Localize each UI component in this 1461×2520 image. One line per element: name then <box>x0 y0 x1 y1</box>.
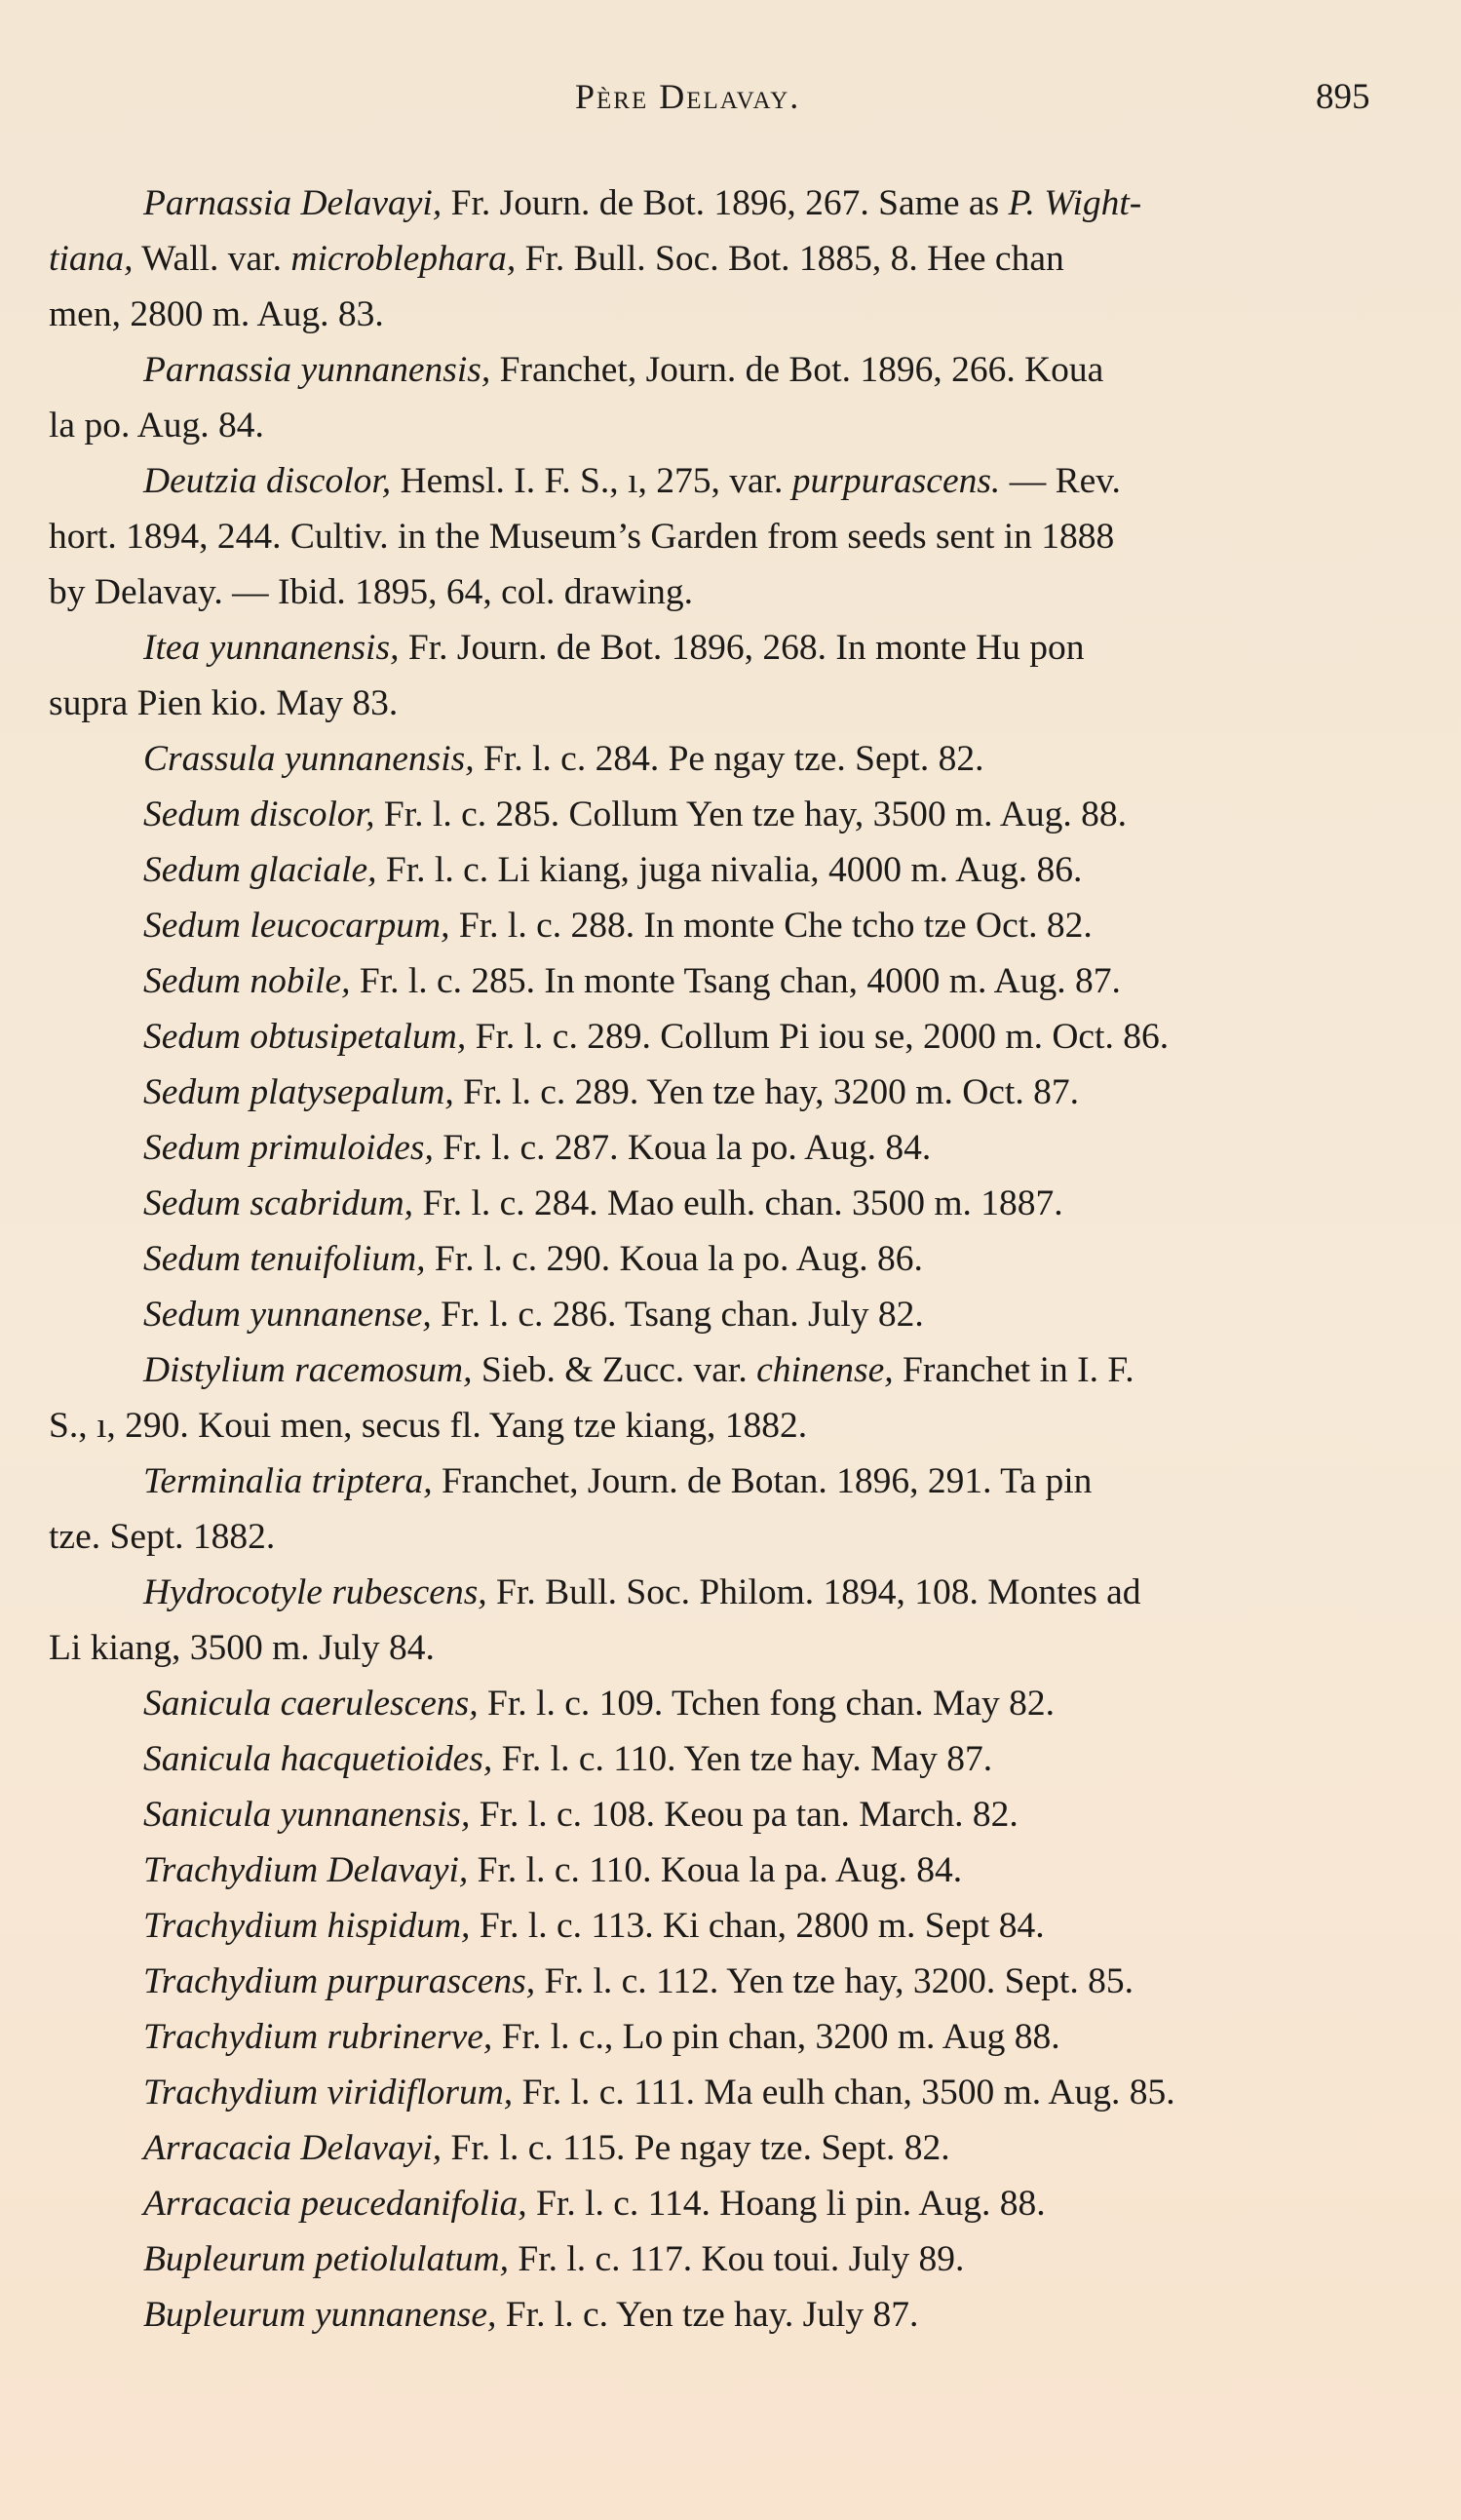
taxon-name: Terminalia triptera, <box>143 1461 433 1501</box>
taxon-name: Bupleurum petiolulatum, <box>143 2239 509 2279</box>
taxon-name: Bupleurum yunnanense, <box>143 2295 497 2335</box>
citation-text: Fr. Journ. de Bot. 1896, 268. In monte Hu pon <box>399 628 1085 668</box>
taxon-name: Sedum scabridum, <box>143 1183 414 1223</box>
running-head <box>0 76 1461 131</box>
citation-text: Fr. Journ. de Bot. 1896, 267. Same as <box>442 183 1009 223</box>
entry-first-line <box>49 2176 1389 2231</box>
citation-text: Fr. l. c. 108. Keou pa tan. March. 82. <box>470 1795 1019 1835</box>
entry-continuation-line <box>49 1398 1389 1454</box>
entry-first-line <box>49 453 1389 509</box>
citation-text: Fr. l. c. 287. Koua la po. Aug. 84. <box>433 1128 932 1168</box>
citation-text: Franchet, Journ. de Botan. 1896, 291. Ta pin <box>432 1461 1093 1501</box>
entry-first-line <box>49 787 1389 842</box>
citation-text: Fr. l. c. 109. Tchen fong chan. May 82. <box>478 1684 1056 1724</box>
species-entry <box>49 2009 1389 2065</box>
entry-continuation-line <box>49 676 1389 731</box>
citation-text: Fr. Bull. Soc. Bot. 1885, 8. Hee chan <box>516 239 1064 279</box>
entry-first-line <box>49 1731 1389 1787</box>
citation-text: tze. Sept. 1882. <box>49 1517 276 1557</box>
taxon-name: Sedum leucocarpum, <box>143 906 450 946</box>
species-entry <box>49 1176 1389 1231</box>
species-entry <box>49 2176 1389 2231</box>
species-entry <box>49 1731 1389 1787</box>
entry-first-line <box>49 731 1389 787</box>
citation-text: Wall. var. <box>133 239 291 279</box>
entry-continuation-line <box>49 1509 1389 1565</box>
taxon-name: Sanicula yunnanensis, <box>143 1795 471 1835</box>
species-entry <box>49 1565 1389 1676</box>
entry-first-line <box>49 953 1389 1009</box>
species-entry <box>49 1065 1389 1120</box>
citation-text: Fr. l. c. 289. Collum Pi iou se, 2000 m. Oct. 86. <box>466 1017 1170 1057</box>
taxon-name: purpurascens. <box>791 461 1001 501</box>
taxon-name: Sedum primuloides, <box>143 1128 434 1168</box>
taxon-name: Parnassia yunnanensis, <box>143 350 491 390</box>
taxon-name: Sanicula caerulescens, <box>143 1684 479 1724</box>
species-list <box>49 175 1389 2343</box>
citation-text: Fr. l. c. 113. Ki chan, 2800 m. Sept 84. <box>470 1906 1045 1946</box>
taxon-name: Itea yunnanensis, <box>143 628 400 668</box>
entry-first-line <box>49 2009 1389 2065</box>
taxon-name: Sedum platysepalum, <box>143 1072 454 1112</box>
taxon-name: P. Wight- <box>1008 183 1142 223</box>
citation-text: Fr. l. c. 285. Collum Yen tze hay, 3500 m. Aug. 88. <box>374 795 1128 834</box>
citation-text: S., ı, 290. Koui men, secus fl. Yang tze kiang, 1882. <box>49 1406 808 1446</box>
citation-text: Franchet in I. F. <box>893 1350 1134 1390</box>
taxon-name: Sedum discolor, <box>143 795 375 834</box>
entry-first-line <box>49 342 1389 398</box>
species-entry <box>49 842 1389 898</box>
entry-first-line <box>49 1231 1389 1287</box>
citation-text: Sieb. & Zucc. var. <box>472 1350 757 1390</box>
species-entry <box>49 2120 1389 2176</box>
citation-text: Franchet, Journ. de Bot. 1896, 266. Koua <box>490 350 1104 390</box>
taxon-name: Trachydium rubrinerve, <box>143 2017 493 2057</box>
species-entry <box>49 1231 1389 1287</box>
species-entry <box>49 1954 1389 2009</box>
citation-text: Li kiang, 3500 m. July 84. <box>49 1628 435 1668</box>
species-entry <box>49 175 1389 342</box>
species-entry <box>49 1842 1389 1898</box>
taxon-name: Deutzia discolor, <box>143 461 392 501</box>
taxon-name: Sedum glaciale, <box>143 850 377 890</box>
entry-first-line <box>49 2120 1389 2176</box>
entry-first-line <box>49 1065 1389 1120</box>
citation-text: Fr. l. c. 110. Yen tze hay. May 87. <box>492 1739 993 1779</box>
entry-continuation-line <box>49 564 1389 620</box>
citation-text: Fr. l. c. 284. Pe ngay tze. Sept. 82. <box>474 739 984 779</box>
citation-text: Fr. l. c. 114. Hoang li pin. Aug. 88. <box>526 2184 1046 2224</box>
entry-first-line <box>49 1287 1389 1342</box>
citation-text: Fr. l. c. 289. Yen tze hay, 3200 m. Oct. 87. <box>453 1072 1079 1112</box>
entry-first-line <box>49 898 1389 953</box>
taxon-name: microblephara, <box>290 239 517 279</box>
citation-text: men, 2800 m. Aug. 83. <box>49 294 384 334</box>
species-entry <box>49 1009 1389 1065</box>
page-number: 895 <box>1316 77 1370 117</box>
taxon-name: Parnassia Delavayi, <box>143 183 442 223</box>
entry-continuation-line <box>49 287 1389 342</box>
entry-first-line <box>49 1342 1389 1398</box>
entry-first-line <box>49 842 1389 898</box>
taxon-name: Sedum obtusipetalum, <box>143 1017 467 1057</box>
taxon-name: Distylium racemosum, <box>143 1350 473 1390</box>
entry-first-line <box>49 1842 1389 1898</box>
taxon-name: Trachydium hispidum, <box>143 1906 471 1946</box>
entry-first-line <box>49 620 1389 676</box>
entry-first-line <box>49 1120 1389 1176</box>
species-entry <box>49 342 1389 453</box>
taxon-name: Sedum tenuifolium, <box>143 1239 426 1279</box>
citation-text: Fr. l. c. 290. Koua la po. Aug. 86. <box>425 1239 923 1279</box>
entry-first-line <box>49 1176 1389 1231</box>
taxon-name: Sedum nobile, <box>143 961 351 1001</box>
citation-text: Fr. l. c. 110. Koua la pa. Aug. 84. <box>468 1850 963 1890</box>
entry-continuation-line <box>49 509 1389 564</box>
species-entry <box>49 787 1389 842</box>
entry-first-line <box>49 2231 1389 2287</box>
entry-continuation-line <box>49 231 1389 287</box>
species-entry <box>49 620 1389 731</box>
species-entry <box>49 1287 1389 1342</box>
species-entry <box>49 1898 1389 1954</box>
entry-continuation-line <box>49 1620 1389 1676</box>
entry-first-line <box>49 175 1389 231</box>
running-title: Père Delavay. <box>575 77 801 116</box>
species-entry <box>49 898 1389 953</box>
species-entry <box>49 1120 1389 1176</box>
citation-text: Fr. Bull. Soc. Philom. 1894, 108. Montes ad <box>486 1572 1141 1612</box>
entry-first-line <box>49 2065 1389 2120</box>
taxon-name: Crassula yunnanensis, <box>143 739 475 779</box>
entry-first-line <box>49 1009 1389 1065</box>
taxon-name: Hydrocotyle rubescens, <box>143 1572 487 1612</box>
species-entry <box>49 1787 1389 1842</box>
taxon-name: chinense, <box>756 1350 894 1390</box>
taxon-name: Arracacia peucedanifolia, <box>143 2184 527 2224</box>
citation-text: Fr. l. c. 112. Yen tze hay, 3200. Sept. 85. <box>535 1961 1134 2001</box>
citation-text: Fr. l. c. 288. In monte Che tcho tze Oct. 82. <box>449 906 1093 946</box>
entry-first-line <box>49 1565 1389 1620</box>
citation-text: hort. 1894, 244. Cultiv. in the Museum’s Garden from seeds sent in 1888 <box>49 517 1115 557</box>
entry-first-line <box>49 1787 1389 1842</box>
species-entry <box>49 731 1389 787</box>
entry-first-line <box>49 1898 1389 1954</box>
citation-text: supra Pien kio. May 83. <box>49 683 399 723</box>
citation-text: — Rev. <box>1000 461 1121 501</box>
species-entry <box>49 2231 1389 2287</box>
species-entry <box>49 953 1389 1009</box>
entry-first-line <box>49 1954 1389 2009</box>
taxon-name: Trachydium purpurascens, <box>143 1961 536 2001</box>
citation-text: Hemsl. I. F. S., ı, 275, var. <box>391 461 792 501</box>
citation-text: Fr. l. c. 111. Ma eulh chan, 3500 m. Aug. 85. <box>513 2073 1175 2113</box>
entry-first-line <box>49 1676 1389 1731</box>
citation-text: by Delavay. — Ibid. 1895, 64, col. drawing. <box>49 572 693 612</box>
species-entry <box>49 1676 1389 1731</box>
entry-continuation-line <box>49 398 1389 453</box>
entry-first-line <box>49 2287 1389 2343</box>
species-entry <box>49 1454 1389 1565</box>
species-entry <box>49 2287 1389 2343</box>
taxon-name: Sanicula hacquetioides, <box>143 1739 493 1779</box>
citation-text: Fr. l. c. 286. Tsang chan. July 82. <box>431 1295 924 1335</box>
citation-text: Fr. l. c. 285. In monte Tsang chan, 4000 m. Aug. 87. <box>350 961 1121 1001</box>
taxon-name: Trachydium viridiflorum, <box>143 2073 514 2113</box>
citation-text: Fr. l. c. Yen tze hay. July 87. <box>496 2295 919 2335</box>
entry-first-line <box>49 1454 1389 1509</box>
species-entry <box>49 453 1389 620</box>
taxon-name: Arracacia Delavayi, <box>143 2128 442 2168</box>
species-entry <box>49 2065 1389 2120</box>
taxon-name: tiana, <box>49 239 134 279</box>
citation-text: Fr. l. c. 115. Pe ngay tze. Sept. 82. <box>442 2128 950 2168</box>
citation-text: Fr. l. c., Lo pin chan, 3200 m. Aug 88. <box>492 2017 1060 2057</box>
citation-text: Fr. l. c. 117. Kou toui. July 89. <box>508 2239 965 2279</box>
taxon-name: Sedum yunnanense, <box>143 1295 432 1335</box>
species-entry <box>49 1342 1389 1454</box>
taxon-name: Trachydium Delavayi, <box>143 1850 469 1890</box>
citation-text: la po. Aug. 84. <box>49 406 264 446</box>
citation-text: Fr. l. c. 284. Mao eulh. chan. 3500 m. 1887. <box>413 1183 1063 1223</box>
citation-text: Fr. l. c. Li kiang, juga nivalia, 4000 m. Aug. 86. <box>376 850 1083 890</box>
